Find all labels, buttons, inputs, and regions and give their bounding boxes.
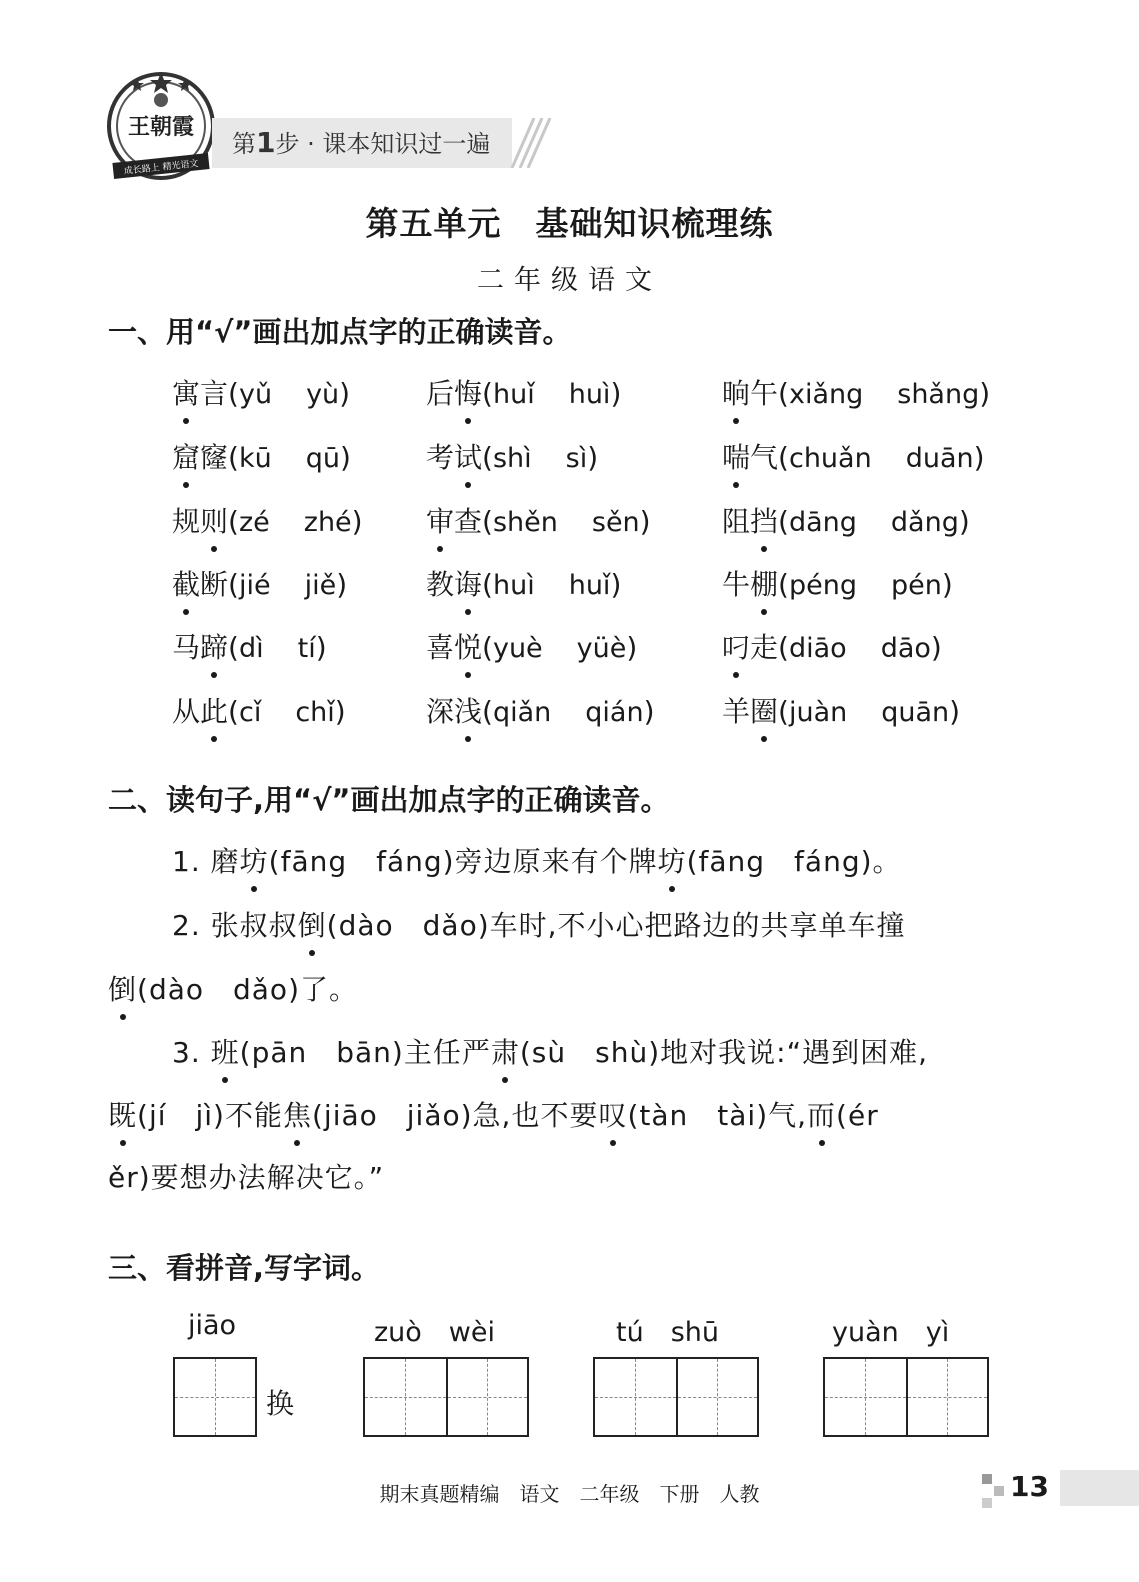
paren: ( [482,695,493,728]
paren: ) [973,441,985,474]
pinyin-option[interactable]: sěn [591,507,640,538]
pinyin-option[interactable]: dāo [880,633,931,664]
word-char: 棚 [750,563,778,603]
pinyin-item [722,500,970,540]
pinyin-option[interactable]: jiě [304,570,337,601]
pinyin-item [172,436,351,476]
word-char: 悔 [454,372,482,412]
sentence-2-line2: 倒(dào dǎo)了。 [108,968,358,1008]
word-char: 窟 [172,436,200,476]
pinyin-option[interactable]: tí [297,633,316,664]
word-char: 蹄 [200,626,228,666]
word-char: 浅 [454,690,482,730]
word-char: 挡 [750,500,778,540]
pinyin-option[interactable]: huǐ [568,570,611,601]
sentence-3-line2: 既(jí jì)不能焦(jiāo jiǎo)急,也不要叹(tàn tài)气,而(ér [108,1094,879,1134]
word-char: 阻 [722,505,751,538]
word-char: 午 [750,377,779,410]
pinyin-option[interactable]: zhé [303,507,352,538]
paren: ) [639,505,651,538]
paren: ) [626,631,638,664]
pinyin-option[interactable]: yuè [492,633,543,664]
sentence-2-line1: 2. 张叔叔倒(dào dǎo)车时,不小心把路边的共享单车撞 [172,904,906,944]
pinyin-item [172,372,350,412]
word-char: 晌 [722,372,750,412]
pinyin-item [426,563,621,603]
paren: ( [778,695,789,728]
pinyin-option[interactable]: qiǎn [492,697,552,728]
pinyin-option[interactable]: péng [788,570,857,601]
brand-logo [105,70,217,182]
writing-cell[interactable] [365,1359,446,1435]
pinyin-item [172,690,346,730]
paren: ( [778,631,789,664]
pinyin-option[interactable]: zé [238,507,270,538]
word-char: 查 [454,505,483,538]
pinyin-option[interactable]: quān [881,697,950,728]
footer-text: 期末真题精编 语文 二年级 下册 人教 [379,1482,760,1506]
word-char: 从 [172,695,201,728]
pinyin-option[interactable]: pén [890,570,942,601]
pinyin-3: tú shū [616,1317,719,1348]
word-char: 牛 [722,568,751,601]
section2-heading: 二、读句子,用“√”画出加点字的正确读音。 [108,783,670,817]
pinyin-item [426,372,621,412]
pinyin-item [426,626,637,666]
word-char: 后 [426,377,455,410]
decor-square [994,1486,1004,1496]
paren: ( [228,568,239,601]
pinyin-option[interactable]: dì [238,633,264,664]
paren: ) [339,377,351,410]
pinyin-option[interactable]: shì [492,443,532,474]
page-title: 第五单元 基础知识梳理练 [365,204,774,243]
section1-heading: 一、用“√”画出加点字的正确读音。 [108,315,572,349]
step-label: 第1步 · 课本知识过一遍 [232,126,491,159]
pinyin-option[interactable]: yù [306,379,340,410]
word-char: 考 [426,441,455,474]
paren: ( [228,695,239,728]
pinyin-option[interactable]: dāng [788,507,857,538]
paren: ) [610,377,622,410]
pinyin-item [722,690,960,730]
pinyin-item [722,626,942,666]
pinyin-item [172,500,363,540]
word-char: 悦 [454,626,482,666]
pinyin-option[interactable]: chuǎn [788,443,872,474]
pinyin-option[interactable]: shěn [492,507,558,538]
writing-cell[interactable] [446,1359,527,1435]
paren: ( [482,568,493,601]
paren: ( [778,377,789,410]
writing-cell[interactable] [906,1359,987,1435]
pinyin-option[interactable]: yǔ [238,379,273,410]
word-char: 规 [172,505,201,538]
section3-heading: 三、看拼音,写字词。 [108,1251,381,1285]
word-char: 审 [426,500,454,540]
paren: ) [339,441,351,474]
paren: ) [930,631,942,664]
pinyin-option[interactable]: dǎng [890,507,959,538]
pinyin-option[interactable]: shǎng [897,379,980,410]
word-char: 此 [200,690,228,730]
word-char: 试 [454,436,482,476]
paren: ( [778,441,789,474]
given-char: 换 [266,1387,295,1420]
pinyin-option[interactable]: juàn [788,697,848,728]
decor-square [982,1474,992,1484]
paren: ( [482,441,493,474]
pinyin-option[interactable]: xiǎng [788,379,864,410]
pinyin-option[interactable]: diāo [788,633,847,664]
paren: ( [228,631,239,664]
writing-box-1[interactable] [173,1357,257,1437]
paren: ) [587,441,599,474]
paren: ) [643,695,655,728]
paren: ( [778,505,789,538]
pinyin-option[interactable]: cǐ [238,697,262,728]
pinyin-item [426,690,655,730]
pinyin-item [722,372,990,412]
word-char: 马 [172,631,201,664]
writing-cell[interactable] [676,1359,757,1435]
paren: ) [610,568,622,601]
word-char: 断 [200,568,229,601]
paren: ( [228,505,239,538]
writing-box-4[interactable] [823,1357,989,1437]
word-char: 羊 [722,695,751,728]
word-char: 深 [426,695,455,728]
pinyin-option[interactable]: qū [305,443,340,474]
svg-text:成长路上 精光语文: 成长路上 精光语文 [123,159,199,177]
paren: ) [941,568,953,601]
paren: ) [315,631,327,664]
paren: ) [336,568,348,601]
pinyin-option[interactable]: qián [585,697,644,728]
paren: ) [958,505,970,538]
pinyin-item [172,563,347,603]
paren: ) [949,695,961,728]
pinyin-option[interactable]: duān [905,443,974,474]
page-subtitle: 二年级语文 [477,265,662,296]
word-char: 言 [200,377,229,410]
sentence-3-line3: ěr)要想办法解决它。” [108,1161,385,1194]
word-char: 叼 [722,626,750,666]
word-char: 寓 [172,372,200,412]
word-char: 诲 [454,563,482,603]
paren: ( [228,441,239,474]
paren: ( [228,377,239,410]
word-char: 喜 [426,631,455,664]
pinyin-item [722,436,985,476]
pinyin-item [722,563,953,603]
svg-text:王朝霞: 王朝霞 [127,114,195,140]
pinyin-option[interactable]: yüè [576,633,627,664]
sentence-3-line1: 3. 班(pān bān)主任严肃(sù shù)地对我说:“遇到困难, [172,1031,928,1071]
writing-cell[interactable] [825,1359,906,1435]
word-char: 走 [750,631,779,664]
pinyin-item [426,436,598,476]
word-char: 圈 [750,690,778,730]
word-char: 喘 [722,436,750,476]
word-char: 教 [426,568,455,601]
paren: ) [979,377,991,410]
paren: ) [351,505,363,538]
page-number-bar [1060,1470,1139,1506]
paren: ) [334,695,346,728]
pinyin-2: zuò wèi [374,1317,495,1348]
writing-cell[interactable] [175,1359,255,1435]
paren: ( [482,505,493,538]
pinyin-option[interactable]: kū [238,443,272,474]
pinyin-item [172,626,327,666]
pinyin-item [426,500,651,540]
sentence-1: 1. 磨坊(fāng fáng)旁边原来有个牌坊(fāng fáng)。 [172,840,902,880]
word-char: 截 [172,563,200,603]
decor-square [982,1498,992,1508]
pinyin-option[interactable]: jié [238,570,271,601]
word-char: 窿 [200,441,229,474]
writing-box-2[interactable] [363,1357,529,1437]
pinyin-4: yuàn yì [832,1317,950,1348]
word-char: 则 [200,500,228,540]
paren: ( [778,568,789,601]
pinyin-option[interactable]: sì [565,443,588,474]
pinyin-option[interactable]: huì [568,379,611,410]
pinyin-option[interactable]: chǐ [295,697,335,728]
pinyin-option[interactable]: huì [492,570,535,601]
pinyin-option[interactable]: huǐ [492,379,535,410]
paren: ( [482,631,493,664]
writing-box-3[interactable] [593,1357,759,1437]
page-number: 13 [1010,1470,1049,1503]
word-char: 气 [750,441,779,474]
pinyin-1: jiāo [188,1310,237,1341]
paren: ( [482,377,493,410]
writing-cell[interactable] [595,1359,676,1435]
